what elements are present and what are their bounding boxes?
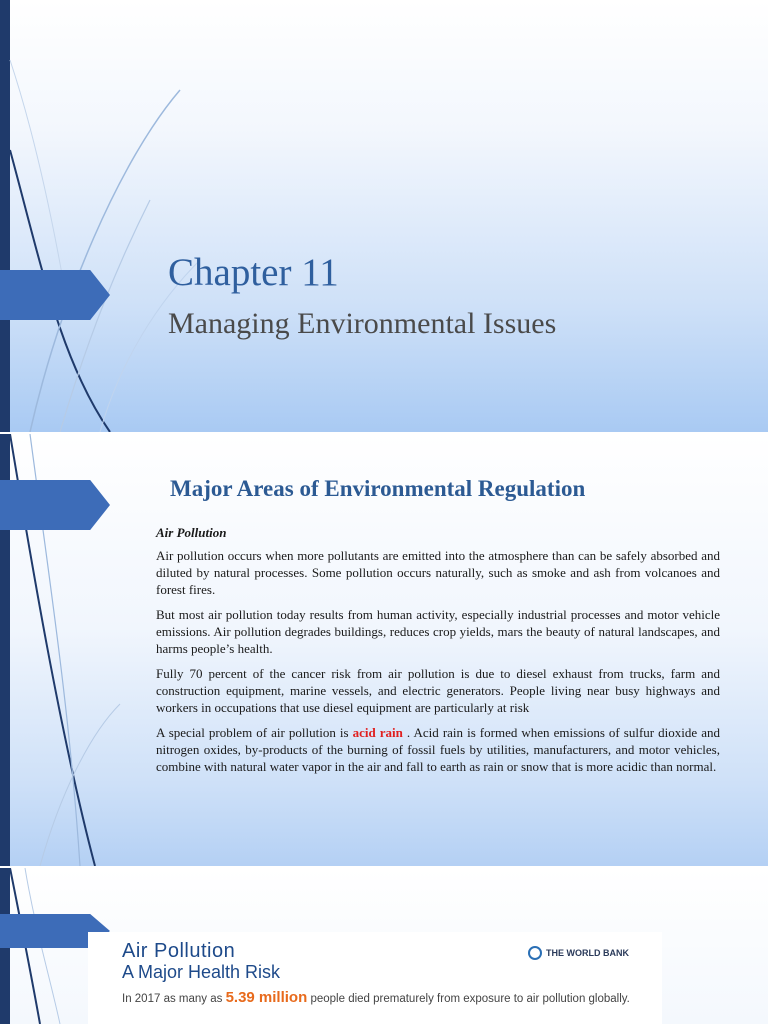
acid-rain-highlight: acid rain — [352, 725, 403, 740]
infographic-text: In 2017 as many as 5.39 million people died prematurely from exposure to air pollution globally. — [122, 989, 630, 1006]
globe-icon — [528, 946, 542, 960]
chevron-right-icon — [0, 270, 110, 320]
slide-title: Major Areas of Environmental Regulation — [170, 476, 586, 501]
slide-left-bar — [0, 0, 10, 432]
list-item: Air pollution occurs when more pollutants are emitted into the atmosphere than can be safely absorbed and diluted by natural processes. Some pollution occurs naturally, such as smoke and ash from volcanoes and forest fires. — [156, 548, 720, 597]
chevron-right-icon — [0, 480, 110, 530]
infographic-subtitle: A Major Health Risk — [122, 962, 281, 982]
slide-regulation — [0, 434, 768, 866]
infographic-title: Air Pollution — [122, 940, 236, 962]
list-item: A special problem of air pollution is acid rain . Acid rain is formed when emissions of sulfur dioxide and nitrogen oxides, by-products of the burning of fossil fuels by utilities, manufacturers, and motor vehicles, combine with natural water vapor in the air and fall to earth as rain or snow that is more acidic than normal. — [156, 725, 720, 774]
chapter-subtitle: Managing Environmental Issues — [168, 307, 557, 340]
bullet-list — [130, 524, 720, 783]
slide-title — [0, 0, 768, 432]
list-item: But most air pollution today results from human activity, especially industrial processes and motor vehicle emissions. Air pollution degrades buildings, reduces crop yields, mars the beauty of natural landscapes, and harms people’s health. — [156, 607, 720, 656]
decorative-curves — [0, 0, 768, 432]
list-item-heading: Air Pollution — [156, 525, 227, 540]
infographic-card — [88, 932, 662, 1024]
world-bank-logo-icon — [528, 946, 629, 960]
slide-air-pollution-infographic — [0, 868, 768, 1024]
death-stat: 5.39 million — [225, 989, 308, 1006]
list-item: Fully 70 percent of the cancer risk from air pollution is due to diesel exhaust from trucks, farm and construction equipment, marine vessels, and electric generators. People living near busy highways and workers in occupations that use diesel equipment are particularly at risk — [156, 666, 720, 715]
logo-text: THE WORLD BANK — [546, 948, 629, 958]
chapter-title: Chapter 11 — [168, 251, 339, 294]
